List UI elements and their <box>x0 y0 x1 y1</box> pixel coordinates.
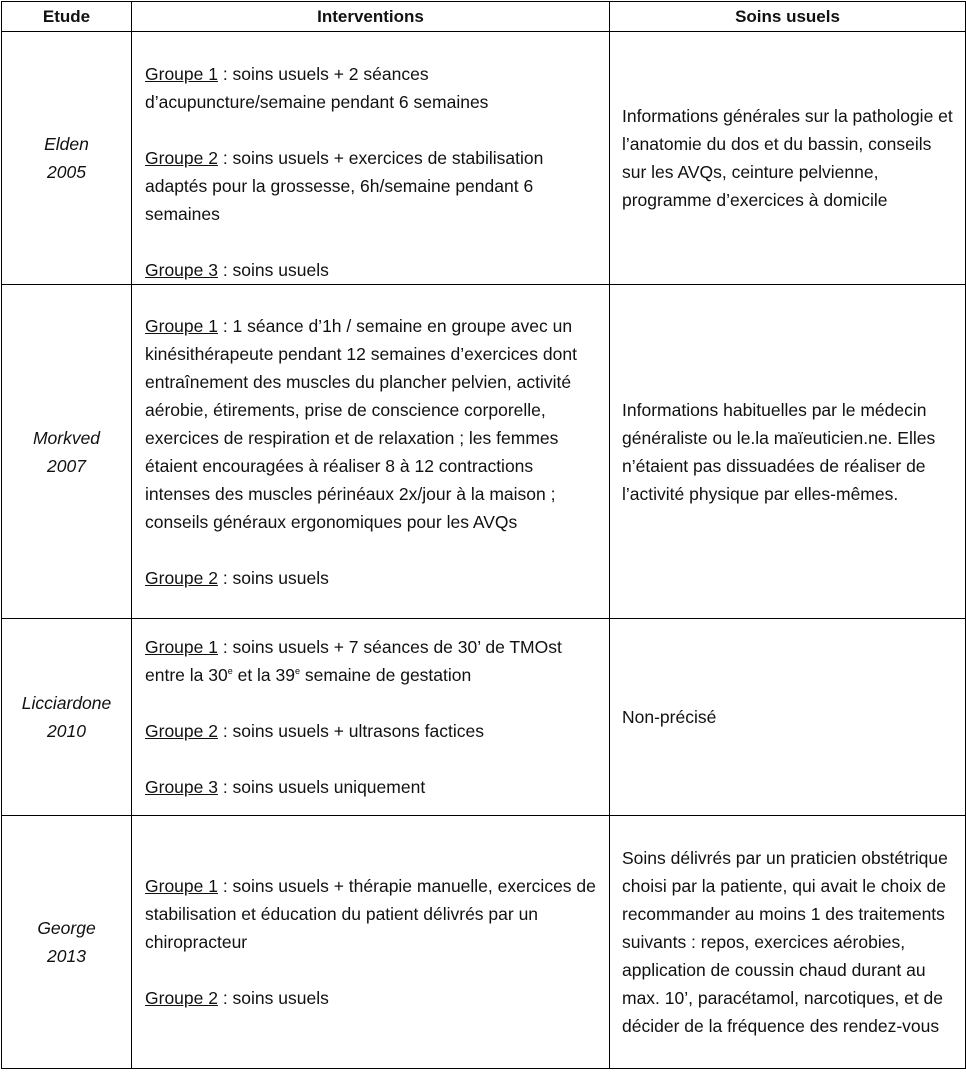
study-year: 2013 <box>47 946 86 966</box>
group-label: Groupe 2 <box>145 721 218 741</box>
group-item <box>145 256 603 284</box>
table-row <box>2 816 966 1069</box>
group-label: Groupe 3 <box>145 777 218 797</box>
soins-cell: Informations habituelles par le médecin généraliste ou le.la maïeuticien.ne. Elles n’étaient pas dissuadées de réaliser de l’activité physique par elles-mêmes. <box>610 285 966 619</box>
soins-cell: Soins délivrés par un praticien obstétrique choisi par la patiente, qui avait le choix de recommander au moins 1 des traitements suivants : repos, exercices aérobies, application de coussin chaud durant au max. 10’, paracétamol, narcotiques, et de décider de la fréquence des rendez-vous <box>610 816 966 1069</box>
group-label: Groupe 1 <box>145 876 218 896</box>
group-label: Groupe 3 <box>145 260 218 280</box>
group-text: : soins usuels <box>217 567 329 588</box>
study-name: Morkved <box>32 427 101 448</box>
group-text: : soins usuels + exercices de stabilisation adaptés pour la grossesse, 6h/semaine pendant 6 semaines <box>145 148 544 224</box>
group-label: Groupe 2 <box>145 567 218 588</box>
group-item <box>145 872 603 956</box>
soins-cell: Informations générales sur la pathologie et l’anatomie du dos et du bassin, conseils sur les AVQs, ceinture pelvienne, programme d’exercices à domicile <box>610 32 966 285</box>
header-study: Etude <box>2 2 132 32</box>
group-item <box>145 773 603 801</box>
superscript: e <box>295 666 301 677</box>
group-label: Groupe 2 <box>145 148 218 168</box>
group-text: : soins usuels <box>217 260 329 280</box>
study-cell <box>2 32 132 285</box>
soins-cell: Non-précisé <box>610 619 966 816</box>
study-name: Elden <box>44 134 89 154</box>
group-text: : 1 séance d’1h / semaine en groupe avec un kinésithérapeute pendant 12 semaines d’exercices dont entraînement des muscles du plancher pelvien, activité aérobie, étirements, prise de conscience corporelle, exercices de respiration et de relaxation ; les femmes étaient encouragées à réaliser 8 à 12 contractions intenses des muscles périnéaux 2x/jour à la maison ; conseils généraux ergonomiques pour les AVQs <box>145 315 577 532</box>
study-year: 2005 <box>47 162 86 182</box>
interventions-cell <box>132 285 610 619</box>
group-text: : soins usuels <box>217 988 329 1008</box>
interventions-cell <box>132 32 610 285</box>
table-row <box>2 285 966 619</box>
group-item <box>145 312 603 536</box>
interventions-cell <box>132 816 610 1069</box>
group-text: semaine de gestation <box>300 665 472 685</box>
study-cell <box>2 285 132 619</box>
header-interventions: Interventions <box>132 2 610 32</box>
header-soins: Soins usuels <box>610 2 966 32</box>
study-year: 2007 <box>47 455 86 476</box>
group-item <box>145 717 603 745</box>
group-text: : soins usuels + thérapie manuelle, exercices de stabilisation et éducation du patient délivrés par un chiropracteur <box>145 876 596 952</box>
group-item <box>145 984 603 1012</box>
table-row <box>2 619 966 816</box>
study-year: 2010 <box>47 721 86 741</box>
group-label: Groupe 1 <box>145 637 218 657</box>
group-text: et la 39 <box>232 665 295 685</box>
group-item <box>145 60 603 116</box>
study-cell <box>2 619 132 816</box>
group-item <box>145 564 603 592</box>
superscript: e <box>227 666 233 677</box>
group-item <box>145 633 603 689</box>
header-row <box>2 2 966 32</box>
group-text: : soins usuels + 2 séances d’acupuncture/semaine pendant 6 semaines <box>145 64 489 112</box>
group-label: Groupe 1 <box>145 315 218 336</box>
group-text: : soins usuels uniquement <box>217 777 426 797</box>
study-name: Licciardone <box>21 693 112 713</box>
study-cell <box>2 816 132 1069</box>
study-name: George <box>37 918 96 938</box>
group-text: : soins usuels + 7 séances de 30’ de TMOst entre la 30 <box>145 637 562 685</box>
group-label: Groupe 1 <box>145 64 218 84</box>
group-text: : soins usuels + ultrasons factices <box>217 721 484 741</box>
studies-table <box>1 1 966 1069</box>
table-row <box>2 32 966 285</box>
interventions-cell <box>132 619 610 816</box>
group-item <box>145 144 603 228</box>
group-label: Groupe 2 <box>145 988 218 1008</box>
